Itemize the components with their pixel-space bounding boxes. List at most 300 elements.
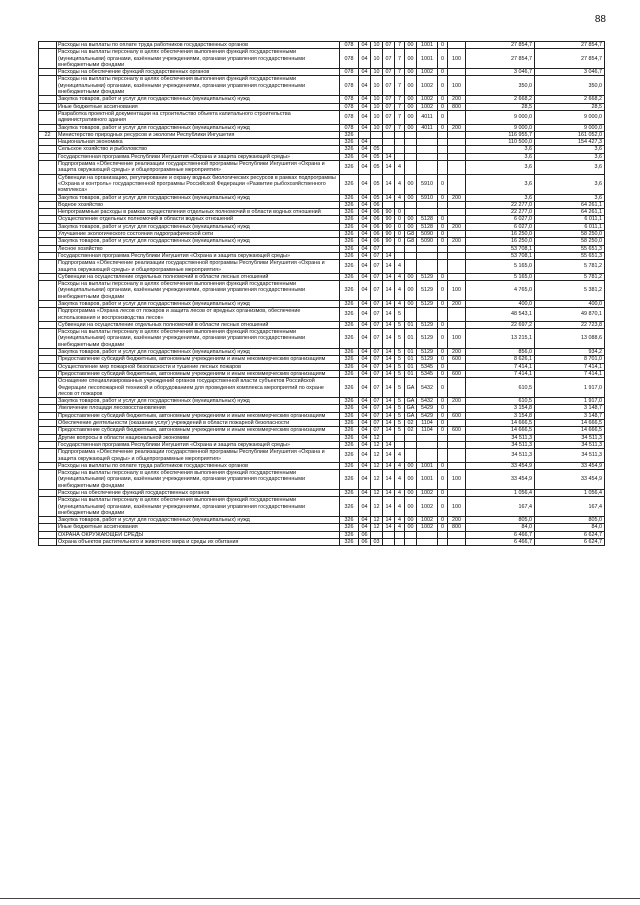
amount-2018: 58 250,0	[535, 231, 605, 238]
section-code: 04	[359, 273, 371, 280]
extra-code	[438, 531, 448, 538]
row-name: Расходы на выплаты по оплате труда работников государственных органов	[57, 42, 340, 49]
program-code: 14	[383, 300, 395, 307]
program-code: 07	[383, 69, 395, 76]
row-number	[39, 231, 57, 238]
row-name: Расходы на выплаты персоналу в целях обеспечения выполнения функций государственными (муниципальными) органами, казёнными учреждениями, органами управления государственными внебюджетными фондами	[57, 49, 340, 69]
amount-2018: 1 056,4	[535, 490, 605, 497]
subprogram-code: 4	[395, 260, 405, 274]
amount-2017: 27 854,7	[466, 49, 535, 69]
expense-code: 5432	[417, 378, 438, 398]
subprogram-code: 4	[395, 281, 405, 301]
row-number	[39, 412, 57, 419]
program-code	[383, 434, 395, 441]
subprogram-code: 5	[395, 378, 405, 398]
expense-code	[417, 308, 438, 322]
extra-code: 0	[438, 524, 448, 531]
extra-code: 0	[438, 370, 448, 377]
subprogram-code: 5	[395, 356, 405, 363]
row-number	[39, 103, 57, 110]
ministry-code: 078	[340, 69, 359, 76]
subprogram-code: 0	[395, 216, 405, 223]
subprogram-code: 7	[395, 49, 405, 69]
amount-2017: 9 000,0	[466, 110, 535, 124]
program-code: 14	[383, 321, 395, 328]
row-name: Закупка товаров, работ и услуг для государственных (муниципальных) нужд	[57, 124, 340, 131]
section-code: 04	[359, 321, 371, 328]
row-name: Министерство природных ресурсов и экологии Республики Ингушетия	[57, 131, 340, 138]
subprogram-code: 4	[395, 273, 405, 280]
expense-type-code	[448, 110, 466, 124]
table-row	[39, 531, 605, 538]
amount-2018: 5 781,2	[535, 273, 605, 280]
expense-code: 5129	[417, 349, 438, 356]
row-number	[39, 42, 57, 49]
section-code: 04	[359, 300, 371, 307]
expense-code	[417, 139, 438, 146]
expense-code: 1104	[417, 420, 438, 427]
subsection-code: 07	[371, 356, 383, 363]
direction-code	[405, 209, 417, 216]
program-code: 90	[383, 223, 395, 230]
subsection-code: 12	[371, 449, 383, 463]
ministry-code: 326	[340, 223, 359, 230]
section-code: 04	[359, 139, 371, 146]
program-code: 14	[383, 308, 395, 322]
direction-code	[405, 252, 417, 259]
subprogram-code: 7	[395, 110, 405, 124]
row-name: Водное хозяйство	[57, 201, 340, 208]
extra-code: 0	[438, 76, 448, 96]
amount-2017: 1 056,4	[466, 490, 535, 497]
section-code: 04	[359, 216, 371, 223]
direction-code: 00	[405, 497, 417, 517]
section-code: 04	[359, 260, 371, 274]
row-number	[39, 252, 57, 259]
section-code: 04	[359, 462, 371, 469]
program-code: 14	[383, 273, 395, 280]
program-code: 14	[383, 363, 395, 370]
program-code: 14	[383, 349, 395, 356]
row-name: Закупка товаров, работ и услуг для государственных (муниципальных) нужд	[57, 517, 340, 524]
subsection-code: 07	[371, 300, 383, 307]
row-number	[39, 321, 57, 328]
table-row	[39, 223, 605, 230]
expense-type-code	[448, 69, 466, 76]
direction-code: 00	[405, 273, 417, 280]
program-code: 14	[383, 524, 395, 531]
amount-2017: 6 027,0	[466, 223, 535, 230]
expense-code: 5128	[417, 223, 438, 230]
amount-2018: 9 000,0	[535, 124, 605, 131]
amount-2017: 16 250,0	[466, 238, 535, 245]
expense-code	[417, 441, 438, 448]
table-row	[39, 470, 605, 490]
table-row	[39, 420, 605, 427]
subprogram-code: 7	[395, 103, 405, 110]
section-code: 04	[359, 153, 371, 160]
section-code: 04	[359, 405, 371, 412]
amount-2018: 154 427,3	[535, 139, 605, 146]
extra-code	[438, 441, 448, 448]
expense-code	[417, 252, 438, 259]
expense-code: 5429	[417, 405, 438, 412]
amount-2018: 6 011,1	[535, 216, 605, 223]
extra-code: 0	[438, 490, 448, 497]
row-name: Расходы на выплаты персоналу в целях обеспечения выполнения функций государственными (муниципальными) органами, казёнными учреждениями, органами управления государственными внебюджетными фондами	[57, 329, 340, 349]
subsection-code: 07	[371, 398, 383, 405]
row-number	[39, 194, 57, 201]
row-number	[39, 153, 57, 160]
direction-code: 00	[405, 470, 417, 490]
extra-code: 0	[438, 329, 448, 349]
program-code: 14	[383, 490, 395, 497]
amount-2018: 5 781,2	[535, 260, 605, 274]
subprogram-code: 5	[395, 321, 405, 328]
row-name: Иные бюджетные ассигнования	[57, 524, 340, 531]
expense-type-code	[448, 378, 466, 398]
expense-type-code: 800	[448, 524, 466, 531]
expense-type-code	[448, 245, 466, 252]
extra-code: 0	[438, 363, 448, 370]
expense-code: 1002	[417, 524, 438, 531]
amount-2017: 6 466,7	[466, 539, 535, 546]
ministry-code: 326	[340, 245, 359, 252]
subprogram-code	[395, 441, 405, 448]
subprogram-code: 4	[395, 470, 405, 490]
program-code: 14	[383, 153, 395, 160]
subsection-code: 06	[371, 238, 383, 245]
expense-code: 5345	[417, 363, 438, 370]
program-code: 90	[383, 238, 395, 245]
expense-code: 5129	[417, 300, 438, 307]
direction-code	[405, 245, 417, 252]
ministry-code: 078	[340, 124, 359, 131]
table-row	[39, 434, 605, 441]
ministry-code: 326	[340, 146, 359, 153]
row-name: Закупка товаров, работ и услуг для государственных (муниципальных) нужд	[57, 238, 340, 245]
subprogram-code: 5	[395, 308, 405, 322]
extra-code: 0	[438, 216, 448, 223]
expense-type-code	[448, 363, 466, 370]
amount-2018: 84,0	[535, 524, 605, 531]
extra-code: 0	[438, 398, 448, 405]
program-code: 14	[383, 252, 395, 259]
expense-type-code	[448, 434, 466, 441]
amount-2017: 9 000,0	[466, 124, 535, 131]
table-row	[39, 490, 605, 497]
subsection-code: 06	[371, 231, 383, 238]
row-name: Предоставление субсидий бюджетным, автономным учреждениям и иным некоммерческим организациям	[57, 427, 340, 434]
row-number	[39, 69, 57, 76]
row-number	[39, 370, 57, 377]
table-row	[39, 245, 605, 252]
subsection-code: 07	[371, 329, 383, 349]
subsection-code: 10	[371, 76, 383, 96]
table-row	[39, 363, 605, 370]
expense-code	[417, 209, 438, 216]
row-name: Иные бюджетные ассигнования	[57, 103, 340, 110]
amount-2018: 3 148,7	[535, 412, 605, 419]
extra-code: 0	[438, 321, 448, 328]
expense-type-code	[448, 231, 466, 238]
expense-code	[417, 434, 438, 441]
row-name: Подпрограмма «Обеспечение реализации государственной программы Республики Ингушетия «Охрана и защита окружающей среды» и общепрограммные мероприятия»	[57, 161, 340, 175]
direction-code: 00	[405, 517, 417, 524]
subsection-code: 10	[371, 110, 383, 124]
extra-code: 0	[438, 405, 448, 412]
table-row	[39, 124, 605, 131]
ministry-code: 326	[340, 231, 359, 238]
ministry-code: 326	[340, 449, 359, 463]
row-number: 22	[39, 131, 57, 138]
subsection-code: 06	[371, 216, 383, 223]
ministry-code: 078	[340, 103, 359, 110]
expense-code: 5432	[417, 398, 438, 405]
amount-2018: 34 511,3	[535, 441, 605, 448]
amount-2017: 13 215,1	[466, 329, 535, 349]
amount-2017: 22 697,2	[466, 321, 535, 328]
direction-code	[405, 539, 417, 546]
ministry-code: 078	[340, 96, 359, 103]
expense-type-code: 100	[448, 329, 466, 349]
expense-code: 5429	[417, 412, 438, 419]
direction-code: 02	[405, 420, 417, 427]
direction-code	[405, 201, 417, 208]
ministry-code: 326	[340, 531, 359, 538]
ministry-code: 326	[340, 441, 359, 448]
direction-code: 00	[405, 281, 417, 301]
table-row	[39, 146, 605, 153]
extra-code	[438, 146, 448, 153]
section-code: 04	[359, 252, 371, 259]
budget-table	[38, 41, 605, 546]
table-row	[39, 349, 605, 356]
subsection-code: 05	[371, 161, 383, 175]
subprogram-code: 0	[395, 231, 405, 238]
direction-code: GA	[405, 405, 417, 412]
direction-code: 00	[405, 69, 417, 76]
row-number	[39, 434, 57, 441]
direction-code	[405, 441, 417, 448]
ministry-code: 326	[340, 329, 359, 349]
extra-code: 0	[438, 231, 448, 238]
subsection-code: 07	[371, 405, 383, 412]
row-name: Непрограммные расходы в рамках осуществления отдельных полномочий в области водных отношений	[57, 209, 340, 216]
section-code: 04	[359, 76, 371, 96]
expense-type-code	[448, 531, 466, 538]
amount-2017: 400,0	[466, 300, 535, 307]
ministry-code: 326	[340, 427, 359, 434]
expense-type-code	[448, 174, 466, 194]
subprogram-code	[395, 434, 405, 441]
row-number	[39, 260, 57, 274]
expense-code: 1002	[417, 490, 438, 497]
direction-code: 00	[405, 490, 417, 497]
amount-2018: 1 917,0	[535, 378, 605, 398]
ministry-code: 326	[340, 470, 359, 490]
expense-code: 5090	[417, 231, 438, 238]
table-body	[39, 42, 605, 546]
section-code: 04	[359, 470, 371, 490]
row-name: Субвенции на организацию, регулирование и охрану водных биологических ресурсов в рамках подпрограммы «Охрана и контроль» государственной программы Российской Федерации «Развитие рыбохозяйственного комплекса»	[57, 174, 340, 194]
program-code: 07	[383, 124, 395, 131]
ministry-code: 326	[340, 194, 359, 201]
amount-2017: 5 165,0	[466, 273, 535, 280]
row-number	[39, 216, 57, 223]
amount-2017: 610,5	[466, 378, 535, 398]
subsection-code: 07	[371, 349, 383, 356]
row-number	[39, 308, 57, 322]
extra-code: 0	[438, 356, 448, 363]
row-number	[39, 539, 57, 546]
direction-code: G8	[405, 231, 417, 238]
direction-code: 00	[405, 194, 417, 201]
section-code: 06	[359, 539, 371, 546]
amount-2017: 14 666,5	[466, 427, 535, 434]
row-number	[39, 462, 57, 469]
table-row	[39, 194, 605, 201]
section-code: 04	[359, 441, 371, 448]
amount-2017: 805,0	[466, 517, 535, 524]
section-code	[359, 131, 371, 138]
row-name: Закупка товаров, работ и услуг для государственных (муниципальных) нужд	[57, 349, 340, 356]
direction-code: 00	[405, 42, 417, 49]
section-code: 04	[359, 363, 371, 370]
row-number	[39, 124, 57, 131]
section-code: 04	[359, 497, 371, 517]
table-row	[39, 201, 605, 208]
ministry-code: 326	[340, 462, 359, 469]
program-code: 14	[383, 281, 395, 301]
expense-code: 5090	[417, 238, 438, 245]
expense-code: 1002	[417, 69, 438, 76]
amount-2018: 805,0	[535, 517, 605, 524]
table-row	[39, 308, 605, 322]
subprogram-code	[395, 252, 405, 259]
amount-2017: 3,6	[466, 174, 535, 194]
table-row	[39, 153, 605, 160]
amount-2018: 350,0	[535, 76, 605, 96]
row-number	[39, 209, 57, 216]
row-name: Закупка товаров, работ и услуг для государственных (муниципальных) нужд	[57, 194, 340, 201]
section-code: 04	[359, 201, 371, 208]
amount-2017: 53 708,1	[466, 245, 535, 252]
extra-code: 0	[438, 497, 448, 517]
ministry-code: 326	[340, 260, 359, 274]
section-code: 04	[359, 124, 371, 131]
ministry-code: 326	[340, 201, 359, 208]
ministry-code: 326	[340, 363, 359, 370]
table-row	[39, 378, 605, 398]
expense-code: 1002	[417, 76, 438, 96]
table-row	[39, 356, 605, 363]
extra-code: 0	[438, 462, 448, 469]
program-code: 14	[383, 174, 395, 194]
subprogram-code	[395, 146, 405, 153]
amount-2017: 14 666,5	[466, 420, 535, 427]
table-row	[39, 260, 605, 274]
subsection-code: 07	[371, 245, 383, 252]
extra-code: 0	[438, 96, 448, 103]
row-name: Закупка товаров, работ и услуг для государственных (муниципальных) нужд	[57, 300, 340, 307]
subprogram-code: 4	[395, 194, 405, 201]
amount-2018: 934,2	[535, 349, 605, 356]
amount-2017: 3,6	[466, 146, 535, 153]
row-number	[39, 96, 57, 103]
extra-code: 0	[438, 110, 448, 124]
expense-type-code: 600	[448, 427, 466, 434]
direction-code: 01	[405, 363, 417, 370]
expense-type-code	[448, 139, 466, 146]
section-code: 04	[359, 517, 371, 524]
direction-code: 00	[405, 76, 417, 96]
expense-code: 4011	[417, 110, 438, 124]
table-row	[39, 517, 605, 524]
direction-code: 00	[405, 124, 417, 131]
section-code: 04	[359, 103, 371, 110]
subsection-code	[371, 531, 383, 538]
subsection-code: 12	[371, 470, 383, 490]
expense-type-code	[448, 42, 466, 49]
ministry-code: 326	[340, 281, 359, 301]
ministry-code: 326	[340, 420, 359, 427]
row-number	[39, 174, 57, 194]
bottom-rule	[0, 898, 640, 899]
amount-2017: 34 511,3	[466, 449, 535, 463]
amount-2017: 110 500,0	[466, 139, 535, 146]
amount-2017: 856,0	[466, 349, 535, 356]
ministry-code: 078	[340, 110, 359, 124]
ministry-code: 326	[340, 209, 359, 216]
expense-code: 5910	[417, 194, 438, 201]
program-code: 14	[383, 412, 395, 419]
expense-type-code: 200	[448, 398, 466, 405]
subsection-code: 12	[371, 462, 383, 469]
expense-type-code: 600	[448, 412, 466, 419]
amount-2017: 16 250,0	[466, 231, 535, 238]
row-name: Расходы на выплаты по оплате труда работников государственных органов	[57, 462, 340, 469]
subprogram-code	[395, 201, 405, 208]
table-row	[39, 49, 605, 69]
subsection-code: 05	[371, 146, 383, 153]
row-name: Расходы на выплаты персоналу в целях обеспечения выполнения функций государственными (муниципальными) органами, казёнными учреждениями, органами управления государственными внебюджетными фондами	[57, 281, 340, 301]
amount-2018: 7 414,1	[535, 370, 605, 377]
direction-code: 01	[405, 329, 417, 349]
extra-code: 0	[438, 174, 448, 194]
row-number	[39, 110, 57, 124]
row-name: Осуществление мер пожарной безопасности и тушение лесных пожаров	[57, 363, 340, 370]
ministry-code: 326	[340, 308, 359, 322]
row-number	[39, 441, 57, 448]
expense-code	[417, 449, 438, 463]
program-code: 14	[383, 441, 395, 448]
amount-2017: 3,6	[466, 194, 535, 201]
expense-code: 1002	[417, 517, 438, 524]
table-row	[39, 252, 605, 259]
ministry-code: 326	[340, 497, 359, 517]
program-code: 07	[383, 110, 395, 124]
program-code: 14	[383, 462, 395, 469]
section-code: 04	[359, 238, 371, 245]
expense-code: 1002	[417, 96, 438, 103]
row-name: Другие вопросы в области национальной экономики	[57, 434, 340, 441]
amount-2017: 48 543,1	[466, 308, 535, 322]
subsection-code: 12	[371, 524, 383, 531]
direction-code: 00	[405, 49, 417, 69]
direction-code: 01	[405, 321, 417, 328]
section-code: 04	[359, 49, 371, 69]
